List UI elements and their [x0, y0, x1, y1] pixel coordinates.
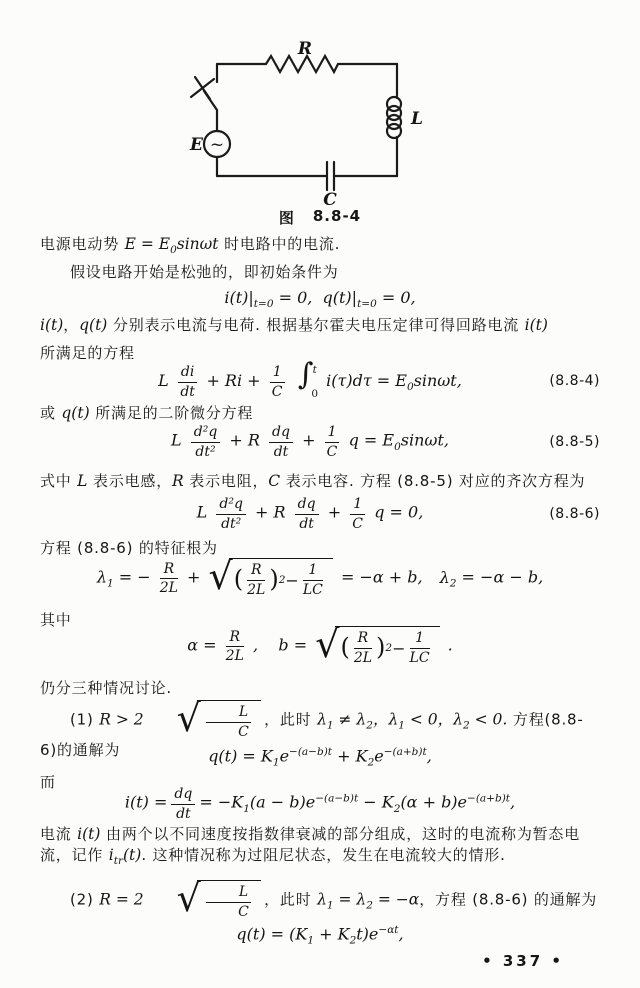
circuit-diagram [0, 0, 640, 230]
superscript: −αt [378, 924, 399, 936]
square-root [147, 875, 262, 920]
paragraph-transient [40, 824, 600, 872]
math-fragment: α = [187, 635, 217, 655]
math-fragment: L [77, 472, 88, 490]
math-fragment: t)e [356, 924, 379, 944]
fraction: $\frac{\text{d²q}}{\text{dt²}}$ [191, 424, 221, 460]
superscript: −(a+b)t [383, 746, 427, 758]
math-fragment: = − [113, 567, 151, 587]
subscript: 2 [393, 802, 401, 815]
paragraph-emf [40, 234, 600, 261]
text-fragment: 表示电容. 方程 (8.8-5) 对应的齐次方程为 [280, 472, 586, 490]
equation-tag: (8.8-4) [549, 373, 600, 390]
paragraph-case-2 [40, 875, 600, 920]
inductor-label: L [411, 109, 423, 129]
math-fragment: + Ri + [206, 371, 261, 390]
math-fragment: i(t)| [224, 288, 254, 307]
radical-icon: √ [208, 553, 233, 598]
math-fragment: = −α + b, [340, 567, 423, 587]
fraction: $\frac{L}{C}$ [206, 884, 251, 920]
inductor-symbol [387, 97, 401, 138]
fraction: $\frac{L}{C}$ [206, 704, 251, 740]
fraction: $\frac{1}{LC}$ [409, 630, 430, 666]
fraction: $\frac{\text{d²q}}{\text{dt²}}$ [216, 496, 246, 532]
math-fragment: i(t) [524, 316, 548, 334]
math-fragment: = −K [199, 792, 244, 812]
subscript: 1 [326, 719, 334, 732]
math-fragment: i(t) [77, 825, 101, 843]
resistor-label: R [297, 39, 313, 59]
math-fragment: λ [317, 710, 327, 729]
math-fragment: = 0, q(t)| [273, 288, 358, 307]
radical-icon: √ [315, 621, 340, 666]
math-fragment: L [171, 430, 182, 450]
fraction: $\frac{dq}{dt}$ [269, 424, 293, 460]
math-fragment: R = 2 [99, 890, 144, 909]
math-fragment: C [268, 472, 281, 490]
text-fragment: 或 [40, 404, 62, 422]
text-fragment: 分别表示电流与电荷. 根据基尔霍夫电压定律可得回路电流 [107, 316, 525, 334]
text-fragment: (2) [70, 890, 100, 909]
subscript: 2 [366, 719, 373, 732]
text-fragment: . 这种情况称为过阻尼状态，发生在电流较大的情形. [141, 846, 506, 864]
subscript: 1 [326, 899, 334, 912]
text-fragment: ，方程 (8.8-6) 的通解为 [419, 890, 598, 909]
radical-icon: √ [176, 875, 201, 920]
math-fragment: L [196, 502, 208, 522]
paragraph-initial-conditions [40, 262, 600, 283]
math-fragment: R > 2 [99, 710, 144, 729]
equation-8-8-6 [40, 496, 600, 532]
paragraph-characteristic [40, 538, 600, 559]
text-fragment: ，此时 [264, 710, 318, 729]
math-fragment: sinωt, [413, 371, 462, 390]
math-fragment: (a − b)e [249, 792, 316, 812]
equation-current-1 [40, 786, 600, 822]
equation-characteristic-roots [40, 553, 600, 598]
fraction: $\frac{1}{C}$ [350, 496, 365, 532]
equation-tag: (8.8-5) [549, 434, 600, 451]
math-fragment: L [158, 371, 169, 390]
math-fragment: . [447, 635, 453, 655]
math-fragment: (t) [123, 846, 142, 864]
switch-symbol [191, 77, 214, 99]
text-fragment: (1) [70, 710, 100, 729]
math-fragment: , [252, 635, 274, 655]
fraction: $\frac{R}{2L}$ [247, 562, 266, 598]
math-fragment: q = E [348, 430, 395, 450]
subscript: 0 [406, 381, 414, 394]
text-fragment: 假设电路开始是松弛的，即初始条件为 [70, 263, 339, 281]
ac-wave-icon: ~ [209, 135, 225, 155]
text-fragment: 电流 [40, 825, 78, 843]
fraction: $\frac{1}{C}$ [325, 424, 340, 460]
equation-q-general-1 [40, 746, 600, 769]
math-fragment: , [426, 746, 432, 766]
math-fragment: i [108, 846, 114, 864]
math-fragment: + R [229, 430, 260, 450]
paragraph-second-order [40, 403, 600, 424]
math-fragment: λ [317, 890, 327, 909]
math-fragment: q = 0, [374, 502, 424, 522]
fraction: $\frac{di}{dt}$ [178, 364, 197, 400]
math-fragment: + [327, 502, 342, 522]
subscript: 2 [366, 899, 373, 912]
capacitor-label: C [323, 190, 337, 210]
math-fragment: e [279, 746, 290, 766]
page-number: • 337 • [482, 952, 564, 970]
math-fragment: e [374, 746, 384, 766]
text-fragment: 表示电阻， [183, 472, 269, 490]
integral-icon: ∫ [297, 357, 314, 392]
math-fragment: q(t) = K [208, 746, 273, 766]
subscript: 2 [463, 719, 470, 732]
text-fragment: ， [63, 316, 80, 334]
text-fragment: 方程 (8.8-6) 的特征根为 [40, 539, 218, 557]
text-fragment: 而 [40, 773, 56, 791]
text-fragment: 所满足的方程 [40, 344, 135, 362]
equation-q-general-2 [40, 924, 600, 947]
math-fragment: − [285, 570, 299, 590]
subscript: 1 [106, 577, 114, 590]
fraction: $\frac{R}{2L}$ [353, 630, 373, 666]
equation-tag: (8.8-6) [549, 506, 600, 523]
text-fragment: 时电路中的电流. [218, 235, 341, 253]
math-fragment: i(τ)dτ = E [326, 371, 407, 390]
subscript: 1 [243, 802, 250, 815]
superscript: −(a+b)t [467, 792, 511, 805]
source-label: E [190, 135, 203, 155]
figure-caption-label: 图 [278, 209, 295, 227]
math-fragment: i(t) [40, 316, 64, 334]
text-fragment: 由两个以不同速度按指数律衰减的部分组成，这时的电流称为暂态电流，记作 [40, 825, 581, 864]
math-fragment: λ [96, 567, 107, 587]
math-fragment: λ [439, 567, 450, 587]
math-fragment: , [398, 924, 404, 944]
paragraph-kirchhoff [40, 315, 600, 336]
equation-8-8-5 [40, 424, 600, 460]
subscript: 1 [398, 719, 405, 732]
math-fragment: = λ [333, 890, 367, 909]
math-fragment: + K [314, 924, 350, 944]
fraction: $\frac{R}{2L}$ [159, 560, 178, 597]
fraction: $\frac{R}{2L}$ [225, 628, 244, 665]
subscript: 1 [307, 934, 315, 947]
subscript: 1 [272, 756, 280, 769]
math-fragment: , [510, 792, 516, 812]
math-fragment: + [187, 567, 201, 587]
math-fragment: E = E [124, 235, 171, 253]
figure-caption [0, 207, 640, 228]
superscript: 2 [278, 574, 286, 587]
square-root: √ ( $\frac{R}{2L}$ ) 2 − $\frac{1}{LC}$ [315, 626, 439, 666]
math-fragment: − [392, 638, 406, 658]
math-fragment: < 0. [469, 710, 508, 729]
paragraph-three-cases [40, 678, 600, 699]
subscript: 0 [394, 440, 401, 453]
text-fragment: 所满足的二阶微分方程 [89, 404, 254, 422]
math-fragment: = −α − b, [456, 567, 544, 587]
math-fragment: sinωt [176, 235, 219, 253]
math-fragment: < 0，λ [404, 710, 463, 729]
figure-caption-number: 8.8-4 [312, 207, 362, 225]
math-fragment: + K [332, 746, 368, 766]
subscript: 0 [170, 244, 177, 256]
text-fragment: 表示电感， [87, 472, 173, 490]
text-fragment: 方程(8.8-6)的通解为 [40, 710, 584, 760]
fraction: $\frac{1}{LC}$ [302, 562, 323, 598]
paragraph-lrc-meaning [40, 471, 600, 492]
subscript: tr [113, 855, 123, 867]
subscript: 2 [349, 934, 357, 947]
fraction: $\frac{dq}{dt}$ [295, 496, 319, 532]
math-fragment: + R [255, 502, 286, 522]
text-fragment: 其中 [40, 611, 72, 629]
superscript: 2 [385, 642, 393, 655]
radical-icon: √ [176, 695, 201, 740]
math-fragment: = −α [372, 890, 420, 909]
superscript: −(a−b)t [315, 792, 359, 805]
fraction: $\frac{dq}{dt}$ [171, 786, 195, 822]
text-fragment: 电源电动势 [40, 235, 125, 253]
superscript: −(a−b)t [289, 746, 333, 758]
subscript: 2 [367, 756, 375, 769]
equation-8-8-4 [40, 357, 600, 400]
math-fragment: + [302, 430, 316, 450]
integral-limits: t 0 [311, 363, 319, 400]
math-fragment: (α + b)e [400, 792, 468, 812]
math-fragment: i(t) = [124, 792, 168, 812]
math-fragment: ≠ λ [333, 710, 367, 729]
subscript: t=0 [253, 298, 274, 311]
text-fragment: 式中 [40, 472, 78, 490]
math-fragment: = 0, [376, 288, 416, 307]
subscript: t=0 [357, 298, 377, 311]
math-fragment: q(t) = (K [236, 924, 308, 944]
math-fragment: R [172, 472, 184, 490]
math-fragment: q(t) [79, 316, 108, 334]
math-fragment: − K [358, 792, 394, 812]
math-fragment: b = [278, 635, 308, 655]
math-fragment: sinωt, [400, 430, 449, 450]
text-fragment: 仍分三种情况讨论. [40, 679, 172, 697]
square-root [147, 695, 262, 740]
text-fragment: ，此时 [264, 890, 318, 909]
square-root: √ ( $\frac{R}{2L}$ ) 2 − $\frac{1}{LC}$ [209, 558, 333, 598]
fraction: $\frac{1}{C}$ [270, 364, 285, 400]
paragraph-satisfies [40, 343, 600, 364]
equation-alpha-b [40, 621, 600, 666]
subscript: 2 [449, 577, 457, 590]
math-fragment: q(t) [61, 404, 90, 422]
math-fragment: ，λ [372, 710, 399, 729]
equation-initial-conditions [40, 288, 600, 310]
